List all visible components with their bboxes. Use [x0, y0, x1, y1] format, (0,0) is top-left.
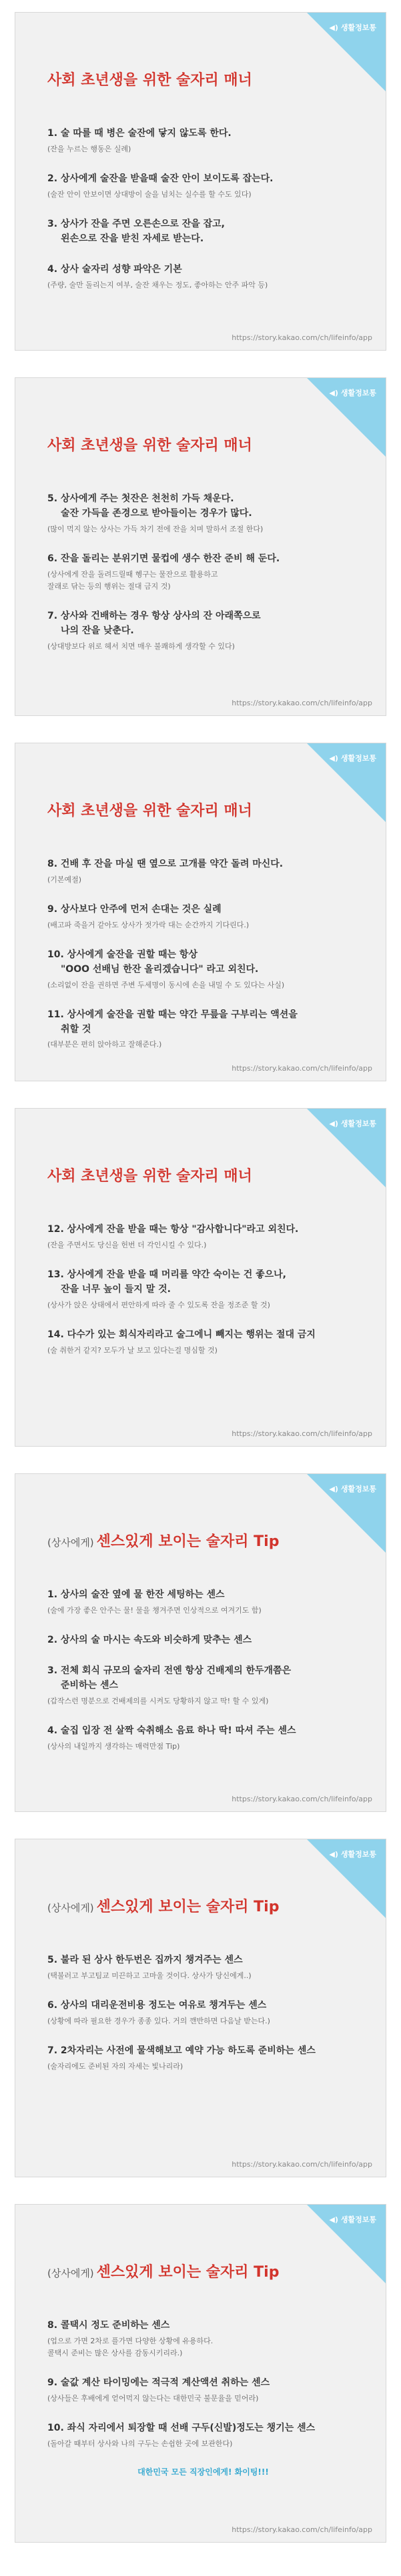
item-note-line: 잘래로 닦는 등의 행위는 절대 금지 것)	[47, 582, 171, 591]
card-title-prefix: (상사에게)	[47, 2267, 94, 2279]
list-item	[47, 171, 359, 201]
item-heading	[47, 262, 359, 277]
card-title-text: 사회 초년생을 위한 술자리 매너	[47, 437, 252, 454]
item-list	[47, 1587, 359, 1769]
speaker-icon: ◀)	[329, 2215, 338, 2224]
card-title-text: 사회 초년생을 위한 술자리 매너	[47, 72, 252, 89]
item-heading-line: 1. 상사의 술잔 옆에 물 한잔 세팅하는 센스	[47, 1589, 225, 1600]
item-note	[47, 2061, 359, 2073]
channel-tag-label: 생활정보통	[340, 1119, 376, 1128]
item-list	[47, 1222, 359, 1373]
item-note-line: 콜택시 준비는 많은 상사를 감동시키리라.)	[47, 2349, 183, 2357]
source-url: https://story.kakao.com/ch/lifeinfo/app	[232, 1064, 372, 1073]
info-card	[15, 1108, 386, 1447]
channel-tag	[329, 753, 376, 763]
list-item	[47, 947, 359, 991]
item-heading-line: 13. 상사에게 잔을 받을 때 머리를 약간 숙이는 건 좋으나,	[47, 1269, 286, 1280]
item-heading	[47, 902, 359, 917]
item-heading-line: 5. 상사에게 주는 첫잔은 천천히 가득 채운다.	[47, 493, 234, 504]
channel-tag	[329, 1483, 376, 1494]
item-heading	[47, 1007, 359, 1052]
card-title-text: 센스있게 보이는 술자리 Tip	[96, 1533, 280, 1550]
list-item	[47, 1723, 359, 1753]
list-item	[47, 2318, 359, 2359]
item-note-line: (주량, 술만 돌리는지 여부, 술잔 채우는 정도, 좋아하는 안주 파악 등)	[47, 281, 268, 289]
item-note	[47, 2438, 359, 2450]
source-url: https://story.kakao.com/ch/lifeinfo/app	[232, 2525, 372, 2534]
list-item	[47, 1663, 359, 1707]
item-note-line: (상사에게 잔을 돌려드릴때 헹구는 물잔으로 활용하고	[47, 570, 218, 579]
item-heading	[47, 491, 359, 521]
speaker-icon: ◀)	[329, 1119, 338, 1128]
item-list	[47, 857, 359, 1068]
channel-tag	[329, 387, 376, 398]
item-heading-line: 11. 상사에게 술잔을 권할 때는 약간 무릎을 구부리는 액션을	[47, 1009, 298, 1020]
channel-tag	[329, 1118, 376, 1129]
source-url: https://story.kakao.com/ch/lifeinfo/app	[232, 1795, 372, 1803]
item-note	[47, 279, 359, 291]
item-heading-line: 5. 불라 된 상사 한두번은 집까지 챙겨주는 센스	[47, 1955, 243, 1965]
item-heading	[47, 947, 359, 977]
item-note-line: (상황에 따라 필요한 경우가 종종 있다. 거의 깬반하면 다음날 받는다.)	[47, 2017, 270, 2025]
channel-tag-label: 생활정보통	[340, 23, 376, 32]
source-url: https://story.kakao.com/ch/lifeinfo/app	[232, 333, 372, 342]
item-note	[47, 641, 359, 653]
item-heading	[47, 551, 359, 566]
item-heading-line: 준비하는 센스	[61, 1680, 119, 1691]
item-heading	[47, 2421, 359, 2435]
list-item	[47, 1633, 359, 1647]
item-note	[47, 979, 359, 991]
list-item	[47, 1222, 359, 1251]
list-item	[47, 262, 359, 291]
list-item	[47, 1007, 359, 1052]
list-item	[47, 217, 359, 246]
source-url: https://story.kakao.com/ch/lifeinfo/app	[232, 1429, 372, 1438]
card-title-text: 사회 초년생을 위한 술자리 매너	[47, 803, 252, 819]
item-heading	[47, 1587, 359, 1602]
card-title	[47, 1165, 252, 1185]
item-note-line: (상대방보다 위로 헤서 치면 매우 불쾌하게 생각할 수 있다)	[47, 642, 235, 651]
item-heading-line: 6. 상사의 대리운전비용 정도는 여유로 챙겨두는 센스	[47, 2000, 267, 2011]
item-heading-line: 3. 전체 회식 규모의 술자리 전엔 항상 건배제의 한두개쯤은	[47, 1665, 292, 1676]
item-heading-line: 10. 상사에게 술잔을 권할 때는 항상	[47, 949, 197, 960]
item-note	[47, 2335, 359, 2359]
item-note-line: (술에 가장 좋은 안주는 물! 물을 챙겨주면 인상적으로 여겨기도 함)	[47, 1606, 262, 1615]
item-heading-line: 10. 좌식 자리에서 퇴장할 때 선배 구두(신발)정도는 챙기는 센스	[47, 2423, 316, 2433]
item-note	[47, 919, 359, 931]
item-note	[47, 143, 359, 155]
list-item	[47, 491, 359, 535]
card-title	[47, 1895, 279, 1916]
speaker-icon: ◀)	[329, 388, 338, 397]
item-note-line: (잔을 누르는 행동은 실례)	[47, 145, 131, 153]
item-heading-line: 8. 건배 후 잔을 마실 땐 옆으로 고개를 약간 돌려 마신다.	[47, 859, 284, 869]
item-heading-line: 9. 상사보다 안주에 먼저 손대는 것은 실례	[47, 904, 222, 915]
channel-tag	[329, 22, 376, 33]
item-heading-line: 3. 상사가 잔을 주면 오른손으로 잔을 잡고,	[47, 219, 226, 229]
item-heading-line: 6. 잔을 돌리는 분위기면 물컵에 생수 한잔 준비 해 둔다.	[47, 553, 280, 564]
item-heading-line: 12. 상사에게 잔을 받을 때는 항상 "감사합니다"라고 외친다.	[47, 1224, 299, 1235]
list-item	[47, 902, 359, 931]
speaker-icon: ◀)	[329, 1849, 338, 1859]
item-heading	[47, 1953, 359, 1967]
channel-tag-label: 생활정보통	[340, 389, 376, 397]
item-note-line: (많이 먹지 않는 상사는 가득 차기 전에 잔을 치며 말하서 조절 한다)	[47, 525, 264, 533]
info-card	[15, 1839, 386, 2177]
item-heading-line: 14. 다수가 있는 회식자리라고 술그에니 빼지는 행위는 절대 금지	[47, 1329, 316, 1340]
item-note	[47, 189, 359, 201]
item-note-line: (술 취한거 같지? 모두가 날 보고 있다는걸 명심할 것)	[47, 1346, 218, 1355]
list-item	[47, 2375, 359, 2405]
list-item	[47, 609, 359, 653]
item-heading-line: 4. 술집 입장 전 살짝 숙취해소 음료 하나 딱! 따셔 주는 센스	[47, 1725, 296, 1736]
card-title-text: 센스있게 보이는 술자리 Tip	[96, 1899, 280, 1915]
item-note-line: (소리없이 잔을 권하면 주변 두세명이 동시에 손을 내밀 수 도 있다는 사실)	[47, 981, 285, 989]
item-heading-line: "OOO 선배님 한잔 올리겠습니다" 라고 외친다.	[61, 964, 259, 975]
item-note-line: (택불러고 부고팀교 미끈하고 고마울 것이다. 상사가 당신에게..)	[47, 1971, 252, 1980]
item-heading	[47, 2043, 359, 2058]
item-note	[47, 2015, 359, 2027]
info-card	[15, 377, 386, 716]
item-note	[47, 1695, 359, 1707]
speaker-icon: ◀)	[329, 753, 338, 763]
item-note-line: (술자리에도 준비된 자의 자세는 빛나리라)	[47, 2062, 183, 2071]
item-note	[47, 569, 359, 593]
list-item	[47, 2043, 359, 2073]
item-list	[47, 126, 359, 307]
item-note	[47, 2393, 359, 2405]
list-item	[47, 2421, 359, 2450]
card-title-text: 센스있게 보이는 술자리 Tip	[96, 2264, 280, 2281]
item-heading	[47, 1267, 359, 1297]
channel-tag-label: 생활정보통	[340, 754, 376, 763]
item-note-inline: (대부분은 편히 앉아하고 잘해준다.)	[47, 1040, 162, 1049]
item-heading-line: 술잔 가득을 존경으로 받아들이는 경우가 많다.	[61, 508, 252, 519]
item-heading-line: 2. 상사의 술 마시는 속도와 비슷하게 맞추는 센스	[47, 1635, 252, 1645]
channel-tag	[329, 1849, 376, 1859]
list-item	[47, 857, 359, 886]
list-item	[47, 126, 359, 155]
channel-tag-label: 생활정보통	[340, 1485, 376, 1493]
item-note	[47, 1239, 359, 1251]
item-heading	[47, 1723, 359, 1738]
item-heading-line: 왼손으로 잔을 받친 자세로 받는다.	[61, 233, 204, 244]
item-heading-line: 7. 2차자리는 사전에 물색해보고 예약 가능 하도록 준비하는 센스	[47, 2045, 316, 2056]
item-heading	[47, 1222, 359, 1237]
item-note-line: (술잔 안이 안보이면 상대방이 술을 넘치는 실수를 할 수도 있다)	[47, 190, 252, 199]
item-heading	[47, 2375, 359, 2390]
item-note	[47, 874, 359, 886]
item-heading	[47, 171, 359, 186]
item-note	[47, 1970, 359, 1982]
item-heading-line: 7. 상사와 건배하는 경우 항상 상사의 잔 아래쪽으로	[47, 611, 261, 621]
card-title-text: 사회 초년생을 위한 술자리 매너	[47, 1168, 252, 1185]
card-title	[47, 2261, 279, 2281]
channel-tag-label: 생활정보통	[340, 2215, 376, 2224]
speaker-icon: ◀)	[329, 23, 338, 32]
item-heading-line: 9. 술값 계산 타이밍에는 적극적 계산액션 취하는 센스	[47, 2377, 270, 2388]
item-note-line: (돌아갈 때부터 상사와 나의 구두는 손쉽한 곳에 보관한다)	[47, 2439, 233, 2448]
item-heading-line: 8. 콜택시 정도 준비하는 센스	[47, 2320, 170, 2331]
item-note-line: (상사의 내일까지 생각하는 매력만점 Tip)	[47, 1742, 180, 1751]
list-item	[47, 1953, 359, 1982]
channel-tag-label: 생활정보통	[340, 1850, 376, 1859]
item-heading	[47, 217, 359, 246]
list-item	[47, 551, 359, 593]
item-note	[47, 1741, 359, 1753]
speaker-icon: ◀)	[329, 1484, 338, 1493]
list-item	[47, 1587, 359, 1617]
list-item	[47, 1267, 359, 1311]
item-note-line: (기본예절)	[47, 875, 82, 884]
info-card	[15, 12, 386, 351]
item-note-line: (상사들은 후배에게 얻어먹지 않는다는 대한민국 불문율을 믿어라)	[47, 2394, 259, 2403]
item-heading-line: 나의 잔을 낮춘다.	[61, 625, 134, 636]
item-heading	[47, 126, 359, 141]
item-note	[47, 1299, 359, 1311]
item-heading	[47, 857, 359, 871]
item-list	[47, 2318, 359, 2477]
item-note	[47, 1345, 359, 1357]
source-url: https://story.kakao.com/ch/lifeinfo/app	[232, 699, 372, 707]
card-title-prefix: (상사에게)	[47, 1537, 94, 1549]
channel-tag	[329, 2214, 376, 2225]
item-note	[47, 1605, 359, 1617]
info-card	[15, 743, 386, 1081]
item-heading	[47, 1663, 359, 1693]
item-heading-line: 2. 상사에게 술잔을 받을때 술잔 안이 보이도록 잡는다.	[47, 173, 274, 184]
item-note-line: (배고파 죽을거 같아도 상사가 젓가락 대는 순간까지 기다린다.)	[47, 921, 250, 929]
item-heading	[47, 609, 359, 638]
item-note-line: (업으로 가면 2차로 플가면 다양한 상황에 유용하다.	[47, 2337, 214, 2345]
item-heading	[47, 1998, 359, 2013]
card-title	[47, 69, 252, 89]
item-note	[47, 523, 359, 535]
item-heading	[47, 2318, 359, 2333]
closing-message: 대한민국 모든 직장인에게! 화이팅!!!	[137, 2467, 269, 2477]
item-list	[47, 1953, 359, 2089]
card-title	[47, 799, 252, 820]
item-heading-line: 4. 상사 술자리 성향 파악은 기본	[47, 264, 182, 275]
item-note-line: (잔을 주면서도 당신을 헌번 더 각인시킬 수 있다.)	[47, 1241, 207, 1249]
item-list	[47, 491, 359, 669]
list-item	[47, 1327, 359, 1357]
item-note-line: (갑작스런 명분으로 건배제의를 시켜도 당황하지 않고 딱! 할 수 있게)	[47, 1697, 269, 1705]
card-title-prefix: (상사에게)	[47, 1902, 94, 1914]
info-card	[15, 2204, 386, 2543]
item-heading-line: 취할 것	[61, 1024, 91, 1035]
list-item	[47, 1998, 359, 2027]
card-title	[47, 1530, 279, 1551]
info-card	[15, 1473, 386, 1812]
card-title	[47, 434, 252, 455]
item-heading-line: 1. 술 따를 때 병은 술잔에 닿지 않도록 한다.	[47, 128, 232, 139]
item-heading	[47, 1633, 359, 1647]
item-heading-line: 잔을 너무 높이 들지 말 것.	[61, 1284, 171, 1295]
item-heading	[47, 1327, 359, 1342]
item-note-line: (상사가 앉은 상태에서 편안하게 따라 줄 수 있도록 잔을 정조준 할 것)	[47, 1301, 270, 1309]
source-url: https://story.kakao.com/ch/lifeinfo/app	[232, 2160, 372, 2169]
